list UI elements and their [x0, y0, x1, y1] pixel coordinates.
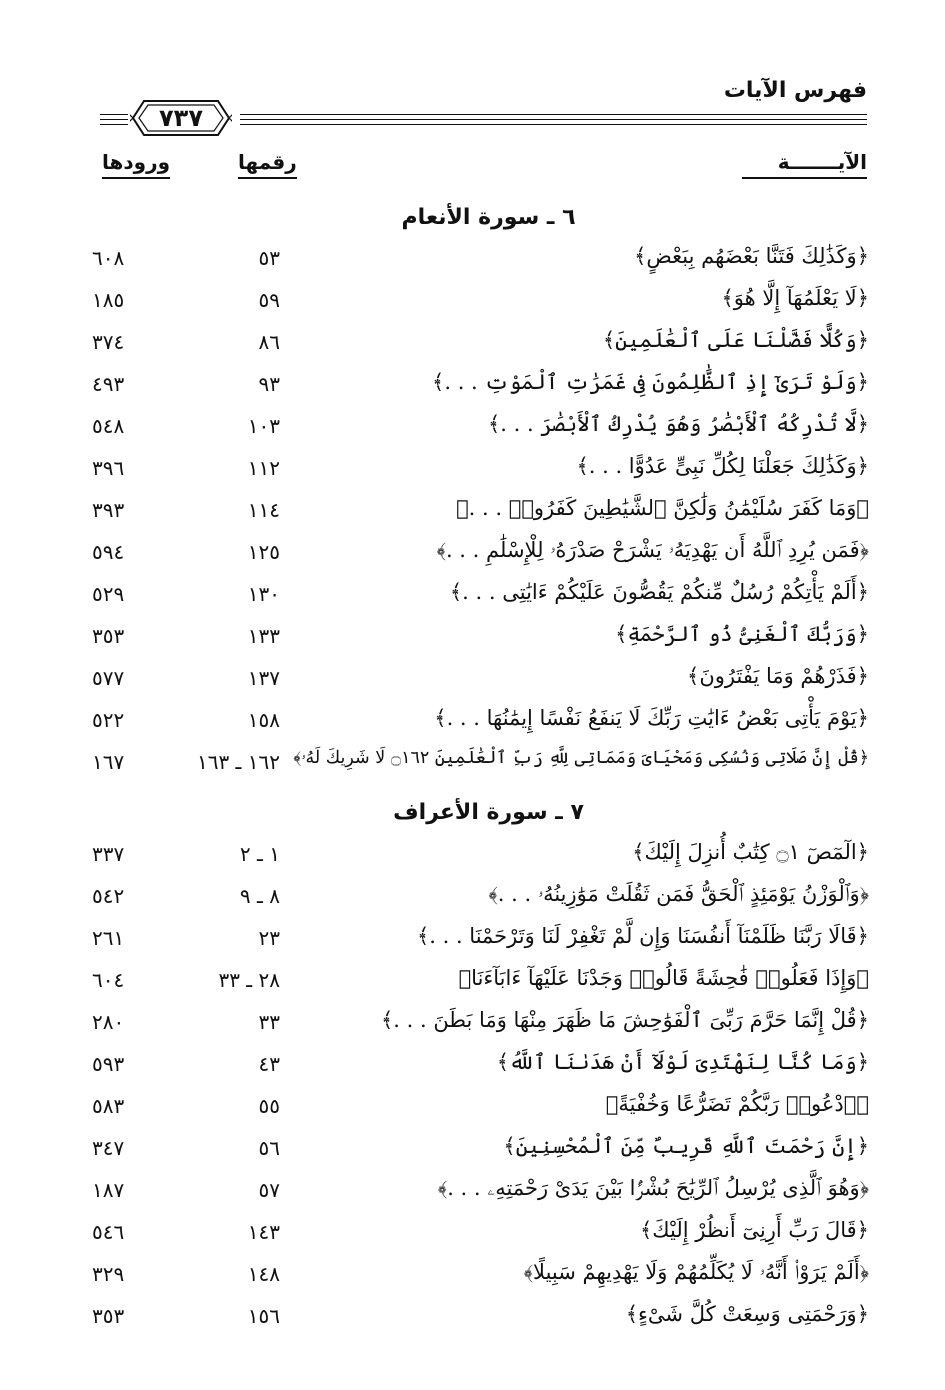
verse-number: ١٣٣ — [247, 624, 280, 648]
table-row — [0, 580, 945, 620]
verse-number: ١٢٥ — [247, 540, 280, 564]
table-row — [0, 664, 945, 704]
verse-text: ﴿قُلْ إِنَّمَا حَرَّمَ رَبِّىَ ٱلْفَوَٰحِشَ مَا ظَهَرَ مِنْهَا وَمَا بَطَنَ . . .﴾ — [380, 1008, 869, 1032]
verse-number: ٢٨ ـ ٣٣ — [218, 968, 280, 992]
occurrence-page: ٣٤٧ — [92, 1136, 125, 1160]
table-row — [0, 496, 945, 536]
verse-number: ١٤٣ — [247, 1220, 280, 1244]
table-row — [0, 1218, 945, 1258]
table-row — [0, 924, 945, 964]
occurrence-page: ٣٢٩ — [92, 1262, 125, 1286]
verse-text: ﴿الٓمٓصٓ ۝١ كِتَٰبٌ أُنزِلَ إِلَيْكَ﴾ — [632, 840, 869, 864]
verse-number: ٢٣ — [258, 926, 280, 950]
page-number-frame — [130, 98, 232, 138]
verse-text: ﴿وَكَذَٰلِكَ جَعَلْنَا لِكُلِّ نَبِىٍّ عَدُوًّا . . .﴾ — [576, 454, 869, 478]
verse-number: ١٥٦ — [247, 1304, 280, 1328]
surah-heading — [0, 205, 945, 230]
occurrence-page: ٢٦١ — [92, 926, 125, 950]
verse-text: ﴿وَلَوْ تَرَىٰٓ إِذِ ٱلظَّٰلِمُونَ فِى غَمَرَٰتِ ٱلْمَوْتِ . . .﴾ — [432, 370, 869, 394]
table-row — [0, 748, 945, 788]
verse-text: ﴿لَا يَعْلَمُهَآ إِلَّا هُوَ﴾ — [721, 286, 869, 310]
verse-number: ٥٥ — [258, 1094, 280, 1118]
table-row — [0, 966, 945, 1006]
table-row — [0, 454, 945, 494]
verse-text: ﴿قَالَ رَبِّ أَرِنِىٓ أَنظُرْ إِلَيْكَ﴾ — [639, 1218, 869, 1242]
occurrence-page: ٥٢٢ — [92, 708, 125, 732]
occurrence-page: ٢٨٠ — [92, 1010, 125, 1034]
verse-text: ﴿وَهُوَ ٱلَّذِى يُرْسِلُ ٱلرِّيَٰحَ بُشْرًۢا بَيْنَ يَدَىْ رَحْمَتِهِۦ . . .﴾ — [437, 1176, 869, 1200]
verse-text: ﴿وَمَا كُنَّا لِنَهْتَدِىَ لَوْلَآ أَنْ هَدَىٰنَا ٱللَّهُ﴾ — [496, 1050, 869, 1074]
occurrence-page: ٥٤٦ — [92, 1220, 125, 1244]
verse-number: ٥٧ — [258, 1178, 280, 1202]
verse-text: ﴿قَالَا رَبَّنَا ظَلَمْنَآ أَنفُسَنَا وَإِن لَّمْ تَغْفِرْ لَنَا وَتَرْحَمْنَا . . .﴾ — [416, 924, 869, 948]
verse-number: ١٥٨ — [247, 708, 280, 732]
verse-text: ﴿وَٱلْوَزْنُ يَوْمَئِذٍ ٱلْحَقُّ فَمَن ثَقُلَتْ مَوَٰزِينُهُۥ . . .﴾ — [488, 882, 869, 906]
verse-text: ﴿وَرَبُّكَ ٱلْغَنِىُّ ذُو ٱلرَّحْمَةِ﴾ — [615, 622, 869, 646]
verse-number: ١١٤ — [247, 498, 280, 522]
table-row — [0, 1260, 945, 1300]
occurrence-page: ٥٢٩ — [92, 582, 125, 606]
occurrence-page: ٥٤٢ — [92, 884, 125, 908]
verse-number: ٩٣ — [258, 372, 280, 396]
verse-text: ﴿يَوْمَ يَأْتِى بَعْضُ ءَايَٰتِ رَبِّكَ لَا يَنفَعُ نَفْسًا إِيمَٰنُهَا . . .﴾ — [434, 706, 869, 730]
verse-text: ﴿أَلَمْ يَرَوْا۟ أَنَّهُۥ لَا يُكَلِّمُهُمْ وَلَا يَهْدِيهِمْ سَبِيلًا﴾ — [523, 1260, 869, 1284]
table-row — [0, 622, 945, 662]
verse-text: ﴿وَكُلًّا فَضَّلْنَا عَلَى ٱلْعَٰلَمِينَ﴾ — [602, 328, 869, 352]
table-row — [0, 882, 945, 922]
table-row — [0, 1134, 945, 1174]
table-row — [0, 538, 945, 578]
verse-number: ٣٣ — [258, 1010, 280, 1034]
verse-text: ﴿أَلَمْ يَأْتِكُمْ رُسُلٌ مِّنكُمْ يَقُصُّونَ عَلَيْكُمْ ءَايَٰتِى . . .﴾ — [449, 580, 869, 604]
surah-heading-text: ٦ ـ سورة الأنعام — [401, 205, 576, 230]
page-number: ٧٣٧ — [159, 104, 203, 132]
occurrence-page: ٦٠٨ — [92, 246, 125, 270]
table-row — [0, 1008, 945, 1048]
verse-text: ﴿فَمَن يُرِدِ ٱللَّهُ أَن يَهْدِيَهُۥ يَشْرَحْ صَدْرَهُۥ لِلْإِسْلَٰمِ . . .﴾ — [436, 538, 869, 562]
occurrence-page: ٦٠٤ — [92, 968, 125, 992]
verse-text: ﴿وَرَحْمَتِى وَسِعَتْ كُلَّ شَىْءٍ﴾ — [625, 1302, 869, 1326]
occurrence-page: ٣٩٦ — [92, 456, 125, 480]
occurrence-page: ٣٣٧ — [92, 842, 125, 866]
table-row — [0, 286, 945, 326]
running-title: فهرس الآيات — [723, 78, 867, 103]
verse-number: ١٣٠ — [247, 582, 280, 606]
occurrence-page: ٥٨٣ — [92, 1094, 125, 1118]
verse-number: ٤٣ — [258, 1052, 280, 1076]
verse-text: ﴿وَكَذَٰلِكَ فَتَنَّا بَعْضَهُم بِبَعْضٍ﴾ — [634, 244, 869, 268]
occurrence-page: ١٨٧ — [92, 1178, 125, 1202]
surah-heading — [0, 800, 945, 825]
verse-text: ﴿إِنَّ رَحْمَتَ ٱللَّهِ قَرِيبٌ مِّنَ ٱلْمُحْسِنِينَ﴾ — [503, 1134, 869, 1158]
occurrence-page: ٣٩٣ — [92, 498, 125, 522]
verse-text: ﴿وَمَا كَفَرَ سُلَيْمَٰنُ وَلَٰكِنَّ ٱلشَّيَٰطِينَ كَفَرُوا۟ . . .﴾ — [456, 496, 869, 520]
table-row — [0, 706, 945, 746]
occurrence-page: ٣٧٤ — [92, 330, 125, 354]
table-row — [0, 412, 945, 452]
occurrence-page: ٥٩٣ — [92, 1052, 125, 1076]
surah-heading-text: ٧ ـ سورة الأعراف — [393, 800, 584, 825]
table-row — [0, 1050, 945, 1090]
verse-number: ٥٦ — [258, 1136, 280, 1160]
verse-number: ٨٦ — [258, 330, 280, 354]
verse-text: ﴿قُلْ إِنَّ صَلَاتِى وَنُسُكِى وَمَحْيَاىَ وَمَمَاتِى لِلَّهِ رَبِّ ٱلْعَٰلَمِينَ ۝١٦٢ لَا شَرِيكَ لَهُۥ﴾ — [293, 748, 869, 768]
occurrence-page: ٤٩٣ — [92, 372, 125, 396]
table-row — [0, 244, 945, 284]
verse-text: ﴿فَذَرْهُمْ وَمَا يَفْتَرُونَ﴾ — [687, 664, 869, 688]
occurrence-page: ١٦٧ — [92, 750, 125, 774]
occurrence-page: ٥٧٧ — [92, 666, 125, 690]
verse-number: ٥٩ — [258, 288, 280, 312]
table-row — [0, 1092, 945, 1132]
occurrence-page: ١٨٥ — [92, 288, 125, 312]
verse-number: ٨ ـ ٩ — [239, 884, 280, 908]
verse-text: ﴿ٱدْعُوا۟ رَبَّكُمْ تَضَرُّعًا وَخُفْيَةً﴾ — [605, 1092, 869, 1116]
verse-text: ﴿لَّا تُدْرِكُهُ ٱلْأَبْصَٰرُ وَهُوَ يُدْرِكُ ٱلْأَبْصَٰرَ . . .﴾ — [487, 412, 869, 436]
column-heading-occurrence: ورودها — [102, 150, 170, 179]
column-heading-number: رقمها — [238, 150, 297, 179]
table-row — [0, 328, 945, 368]
table-row — [0, 1302, 945, 1342]
occurrence-page: ٥٤٨ — [92, 414, 125, 438]
verse-number: ١٤٨ — [247, 1262, 280, 1286]
table-row — [0, 1176, 945, 1216]
table-row — [0, 840, 945, 880]
occurrence-page: ٣٥٣ — [92, 1304, 125, 1328]
verse-number: ١٦٢ ـ ١٦٣ — [196, 750, 280, 774]
occurrence-page: ٣٥٣ — [92, 624, 125, 648]
table-row — [0, 370, 945, 410]
occurrence-page: ٥٩٤ — [92, 540, 125, 564]
verse-number: ١٣٧ — [247, 666, 280, 690]
column-heading-verse: الآيـــــــة — [742, 150, 867, 179]
verse-number: ١٠٣ — [247, 414, 280, 438]
verse-number: ١١٢ — [247, 456, 280, 480]
verse-number: ٥٣ — [258, 246, 280, 270]
verse-text: ﴿وَإِذَا فَعَلُوا۟ فَٰحِشَةً قَالُوا۟ وَجَدْنَا عَلَيْهَآ ءَابَآءَنَا﴾ — [458, 966, 869, 990]
verse-number: ١ ـ ٢ — [239, 842, 280, 866]
